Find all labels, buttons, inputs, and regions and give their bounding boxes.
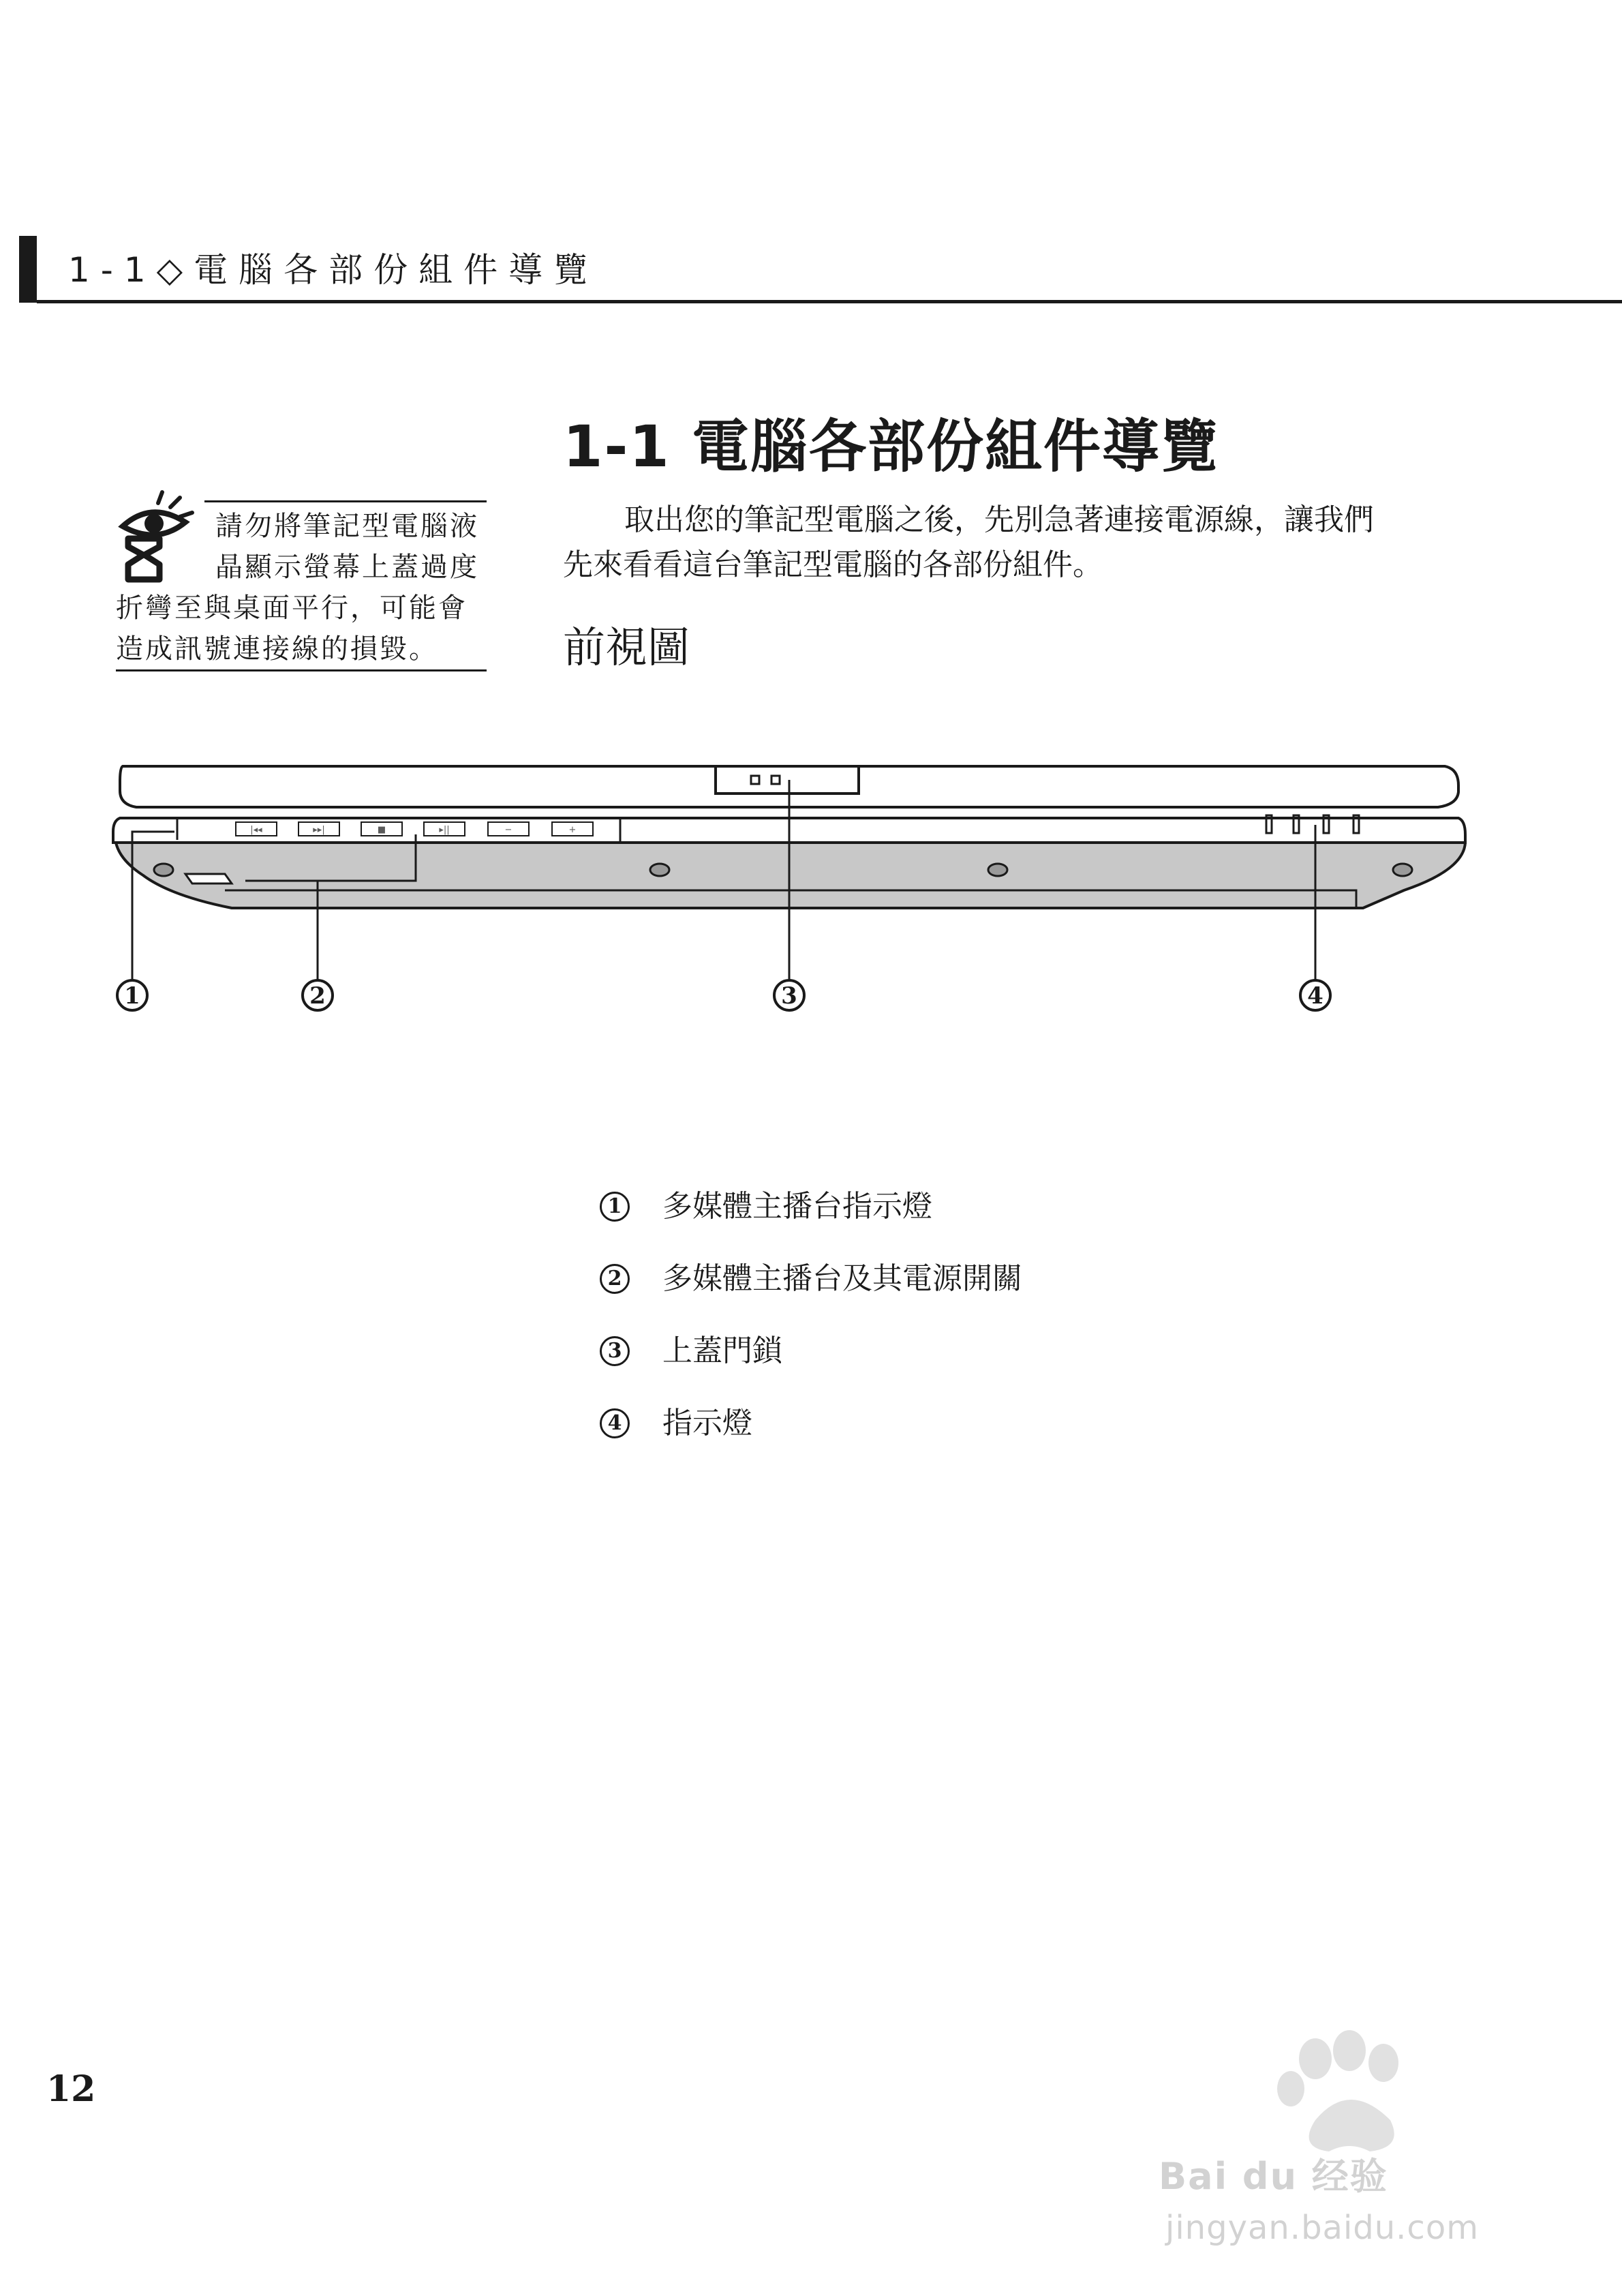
play-pause-icon: ▸|| [439,825,450,835]
intro-line-2: 先來看看這台筆記型電腦的各部份組件。 [563,547,1103,582]
legend-text: 指示燈 [662,1406,752,1440]
note-line-1: 請勿將筆記型電腦液 [215,511,479,542]
watermark-url: jingyan.baidu.com [1165,2209,1479,2247]
note-top-rule [204,500,487,502]
callout-4: 4 [1307,982,1323,1010]
legend-number: 2 [600,1264,630,1294]
page-number: 12 [46,2068,96,2110]
legend-number: 1 [600,1192,630,1222]
lid-latch [716,766,859,794]
intro-line-1: 取出您的筆記型電腦之後，先別急著連接電源線，讓我們 [624,502,1374,537]
subheading-front-view: 前視圖 [563,622,690,672]
volume-up-icon: + [568,825,577,835]
legend-number: 4 [600,1408,630,1438]
legend-number: 3 [600,1336,630,1366]
prev-track-icon: |◂◂ [250,825,262,835]
legend-text: 上蓋門鎖 [662,1333,782,1368]
callout-2: 2 [309,982,326,1010]
header-rule [37,300,1622,303]
laptop-front-view-figure [0,750,1622,1036]
callout-3: 3 [781,982,797,1010]
note-line-3: 折彎至與桌面平行，可能會 [116,592,468,624]
watermark-brand: Bai du 经验 [1159,2155,1388,2198]
legend-text: 多媒體主播台指示燈 [662,1189,932,1224]
note-line-4: 造成訊號連接線的損毀。 [116,633,438,665]
stop-icon: ■ [377,825,386,835]
intro-paragraph [563,498,1476,588]
running-header: 1-1◇電腦各部份組件導覽 [68,250,599,290]
note-line-2: 晶顯示螢幕上蓋過度 [215,552,479,583]
next-track-icon: ▸▸| [313,825,325,835]
volume-down-icon: − [504,825,512,835]
legend-text: 多媒體主播台及其電源開關 [662,1261,1022,1296]
side-note-text [116,506,498,669]
header-bar [19,236,37,303]
note-bottom-rule [116,669,487,671]
section-title: 1-1 電腦各部份組件導覽 [563,413,1220,480]
power-switch [185,874,232,883]
callout-1: 1 [124,982,140,1010]
